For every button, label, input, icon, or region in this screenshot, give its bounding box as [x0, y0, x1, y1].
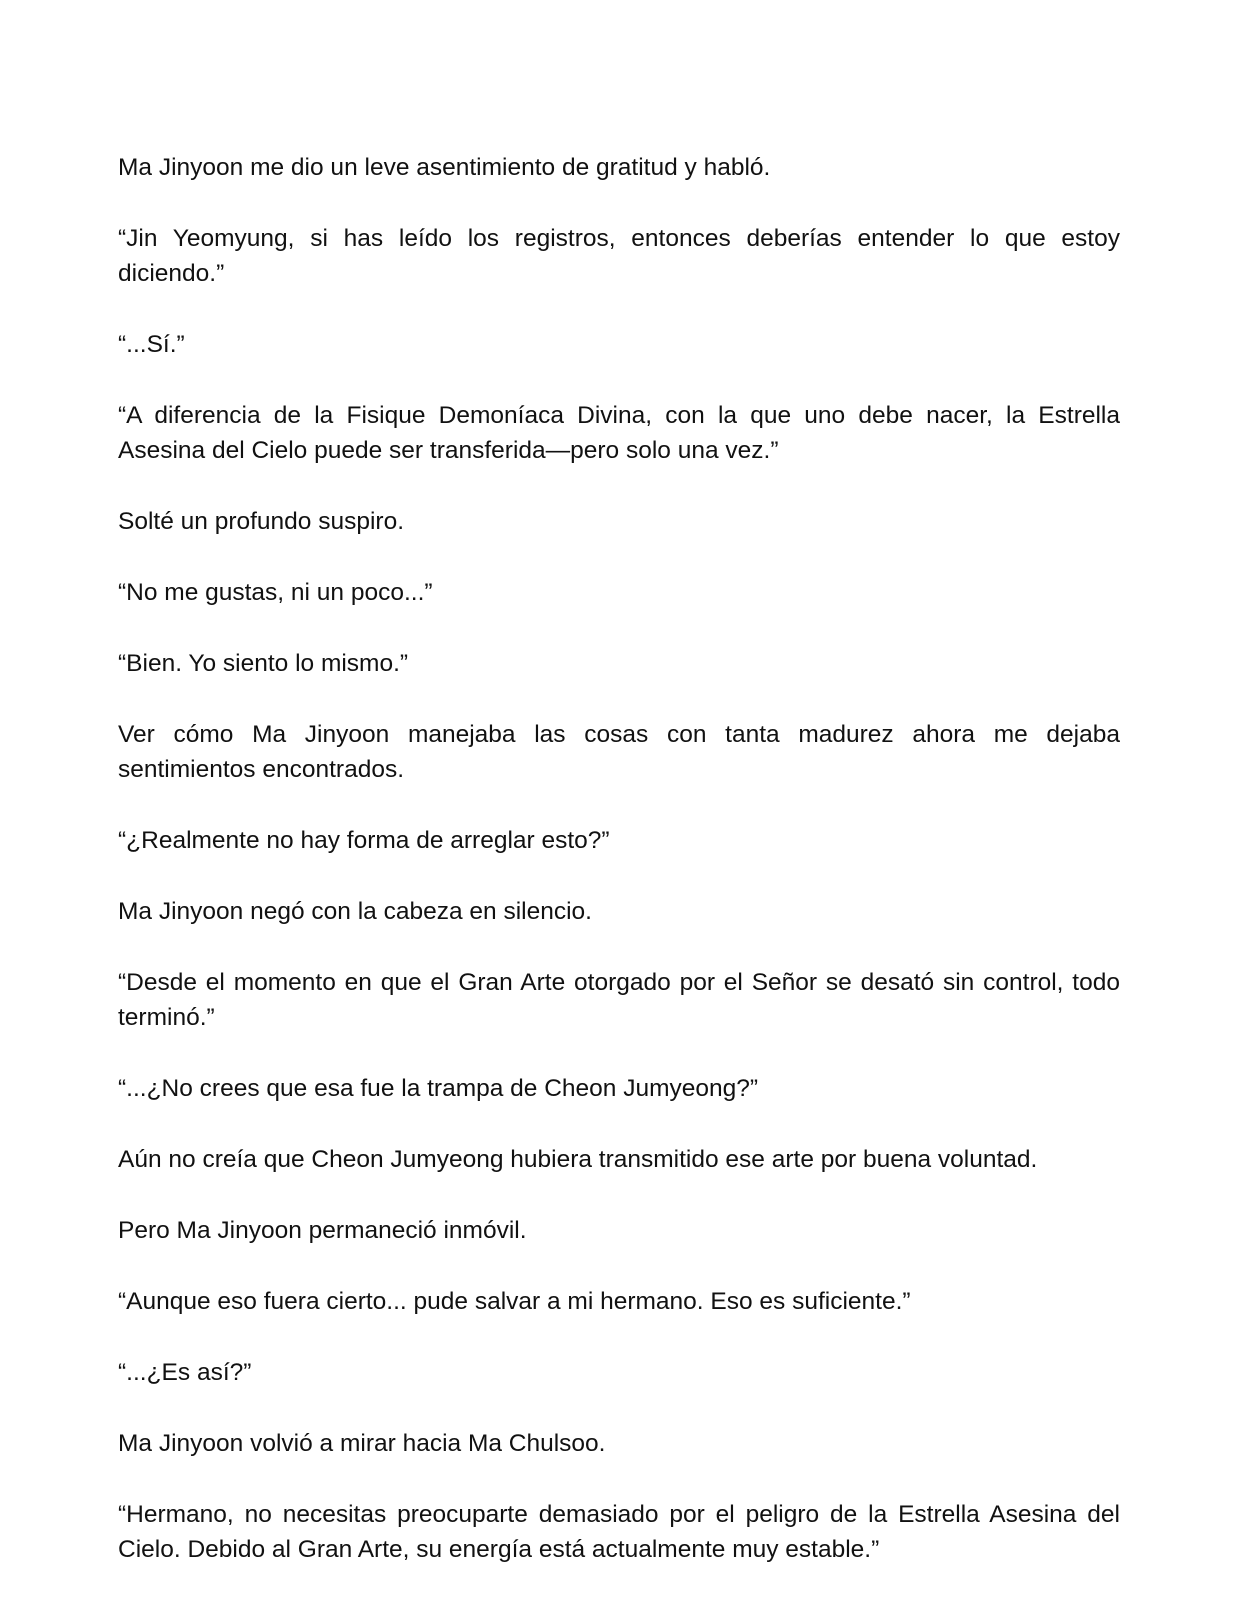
paragraph: Ver cómo Ma Jinyoon manejaba las cosas con tanta madurez ahora me dejaba sentimientos encontrados.	[118, 721, 1120, 783]
paragraph: “...Sí.”	[118, 331, 185, 358]
paragraph: “Bien. Yo siento lo mismo.”	[118, 650, 409, 677]
document-body	[118, 150, 1120, 1603]
paragraph: “Jin Yeomyung, si has leído los registros, entonces deberías entender lo que estoy diciendo.”	[118, 225, 1120, 287]
paragraph: “...¿Es así?”	[118, 1359, 252, 1386]
paragraph: Solté un profundo suspiro.	[118, 508, 405, 535]
paragraph: Aún no creía que Cheon Jumyeong hubiera transmitido ese arte por buena voluntad.	[118, 1146, 1038, 1173]
paragraph: “Hermano, no necesitas preocuparte demasiado por el peligro de la Estrella Asesina del Cielo. Debido al Gran Arte, su energía está actualmente muy estable.”	[118, 1501, 1120, 1563]
paragraph: Ma Jinyoon me dio un leve asentimiento de gratitud y habló.	[118, 154, 771, 181]
paragraph: “...¿No crees que esa fue la trampa de Cheon Jumyeong?”	[118, 1075, 759, 1102]
paragraph: “Desde el momento en que el Gran Arte otorgado por el Señor se desató sin control, todo terminó.”	[118, 969, 1120, 1031]
paragraph: “¿Realmente no hay forma de arreglar esto?”	[118, 827, 610, 854]
paragraph: Ma Jinyoon negó con la cabeza en silencio.	[118, 898, 592, 925]
paragraph: “Aunque eso fuera cierto... pude salvar a mi hermano. Eso es suficiente.”	[118, 1288, 911, 1315]
paragraph: Pero Ma Jinyoon permaneció inmóvil.	[118, 1217, 527, 1244]
paragraph: “No me gustas, ni un poco...”	[118, 579, 433, 606]
paragraph: “A diferencia de la Fisique Demoníaca Divina, con la que uno debe nacer, la Estrella Asesina del Cielo puede ser transferida—pero solo una vez.”	[118, 402, 1120, 464]
paragraph: Ma Jinyoon volvió a mirar hacia Ma Chulsoo.	[118, 1430, 606, 1457]
